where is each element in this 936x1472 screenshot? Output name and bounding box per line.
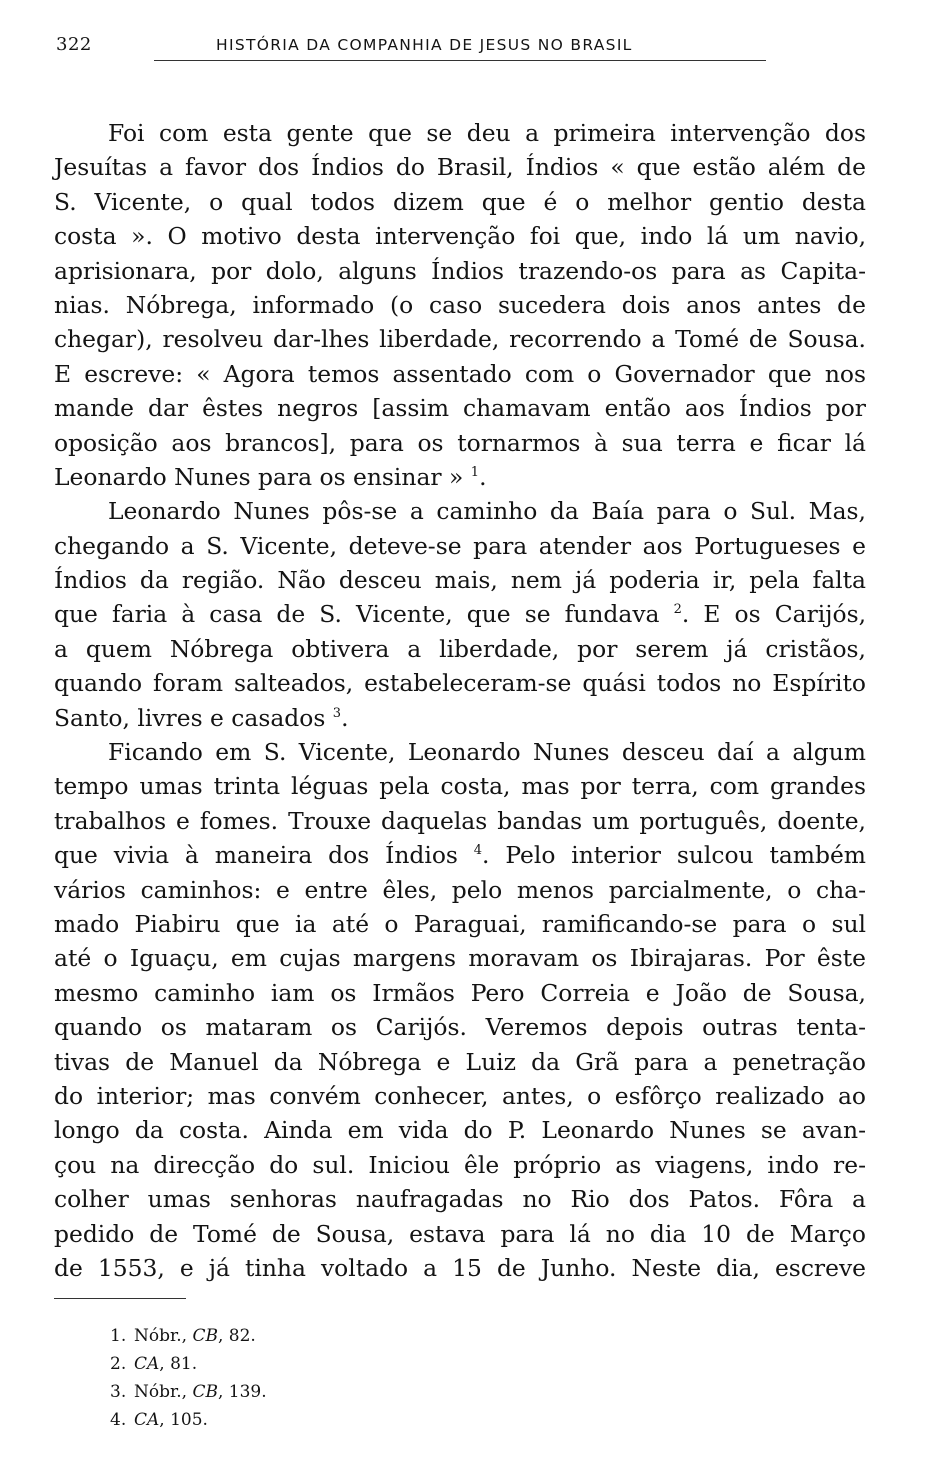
text-line: tivas de Manuel da Nóbrega e Luiz da Grã para a penetração — [54, 1047, 866, 1076]
text-line: vários caminhos: e entre êles, pelo menos parcialmente, o cha- — [54, 875, 866, 904]
text-line: do interior; mas convém conhecer, antes, o esfôrço realizado ao — [54, 1081, 866, 1110]
footnote-ref: 2 — [673, 602, 682, 618]
text-segment: . E os Carijós, — [681, 600, 867, 629]
header-rule — [154, 60, 766, 61]
text-line: nias. Nóbrega, informado (o caso sucedera dois anos antes de — [54, 290, 866, 319]
footnote-text: , 139. — [217, 1382, 267, 1402]
text-line: trabalhos e fomes. Trouxe daquelas bandas um português, doente, — [54, 806, 866, 835]
punctuation: . — [479, 462, 487, 491]
text-line: quando foram salteados, estabeleceram-se quási todos no Espírito — [54, 669, 866, 698]
text-line: Foi com esta gente que se deu a primeira intervenção dos — [108, 119, 866, 147]
footnotes — [110, 1322, 510, 1434]
footnote-number: 2. — [110, 1354, 127, 1374]
text-segment: que faria à casa de S. Vicente, que se fundava — [54, 600, 660, 629]
footnote — [110, 1378, 510, 1406]
text-segment: Santo, livres e casados — [54, 703, 326, 732]
footnote-text: Nóbr., — [134, 1382, 193, 1402]
footnote-number: 3. — [110, 1382, 127, 1402]
running-title: HISTÓRIA DA COMPANHIA DE JESUS NO BRASIL — [216, 36, 633, 54]
text-line: longo da costa. Ainda em vida do P. Leonardo Nunes se avan- — [54, 1116, 866, 1145]
text-line: çou na direcção do sul. Iniciou êle próprio as viagens, indo re- — [54, 1150, 866, 1179]
text-segment: que vivia à maneira dos Índios — [54, 841, 458, 870]
text-line: colher umas senhoras naufragadas no Rio dos Patos. Fôra a — [54, 1185, 866, 1214]
punctuation: . — [341, 703, 349, 732]
page-number: 322 — [56, 34, 92, 55]
text-line — [54, 838, 866, 872]
footnote-source: CB — [192, 1382, 218, 1402]
footnote-text: Nóbr., — [134, 1326, 193, 1346]
text-line — [54, 460, 866, 494]
text-line: mesmo caminho iam os Irmãos Pero Correia e João de Sousa, — [54, 978, 866, 1007]
body-text — [54, 116, 866, 1285]
text-line: chegar), resolveu dar-lhes liberdade, recorrendo a Tomé de Sousa. — [54, 325, 866, 354]
footnote-source: CB — [192, 1326, 218, 1346]
text-line: a quem Nóbrega obtivera a liberdade, por serem já cristãos, — [54, 634, 866, 663]
footnote — [110, 1322, 510, 1350]
footnote-number: 1. — [110, 1326, 127, 1346]
text-line: aprisionara, por dolo, alguns Índios trazendo-os para as Capita- — [54, 256, 866, 285]
footnote-source: CA — [134, 1354, 160, 1374]
text-line: mado Piabiru que ia até o Paraguai, ramificando-se para o sul — [54, 909, 866, 938]
text-segment: . Pelo interior sulcou também — [482, 841, 866, 870]
text-line: até o Iguaçu, em cujas margens moravam os Ibirajaras. Por êste — [54, 944, 866, 973]
running-head — [56, 30, 868, 60]
text-line: S. Vicente, o qual todos dizem que é o melhor gentio desta — [54, 187, 866, 216]
text-line: Jesuítas a favor dos Índios do Brasil, Índios « que estão além de — [54, 153, 866, 182]
footnote-rule — [54, 1298, 186, 1299]
text-line — [54, 701, 866, 735]
text-line: chegando a S. Vicente, deteve-se para atender aos Portugueses e — [54, 531, 866, 560]
text-line: E escreve: « Agora temos assentado com o Governador que nos — [54, 359, 866, 388]
footnote — [110, 1350, 510, 1378]
text-line: Leonardo Nunes pôs-se a caminho da Baía para o Sul. Mas, — [108, 497, 866, 526]
text-line: quando os mataram os Carijós. Veremos depois outras tenta- — [54, 1013, 866, 1042]
footnote-source: CA — [134, 1410, 160, 1430]
text-line: de 1553, e já tinha voltado a 15 de Junho. Neste dia, escreve — [54, 1253, 866, 1282]
footnote — [110, 1406, 510, 1434]
text-line: oposição aos brancos], para os tornarmos à sua terra e ficar lá — [54, 428, 866, 457]
text-segment: Leonardo Nunes para os ensinar » — [54, 462, 464, 491]
text-line — [54, 597, 866, 631]
footnote-ref: 1 — [470, 464, 480, 480]
footnote-ref: 4 — [473, 843, 483, 859]
text-line: tempo umas trinta léguas pela costa, mas por terra, com grandes — [54, 772, 866, 801]
text-line: Índios da região. Não desceu mais, nem já poderia ir, pela falta — [54, 566, 866, 595]
text-line: mande dar êstes negros [assim chamavam então aos Índios por — [54, 394, 866, 423]
text-line: costa ». O motivo desta intervenção foi que, indo lá um navio, — [54, 222, 866, 251]
footnote-text: , 82. — [217, 1326, 256, 1346]
footnote-text: , 81. — [159, 1354, 198, 1374]
footnote-text: , 105. — [159, 1410, 208, 1430]
footnote-ref: 3 — [332, 705, 342, 721]
footnote-number: 4. — [110, 1410, 127, 1430]
text-line: Ficando em S. Vicente, Leonardo Nunes desceu daí a algum — [108, 738, 866, 767]
text-line: pedido de Tomé de Sousa, estava para lá no dia 10 de Março — [54, 1219, 866, 1248]
